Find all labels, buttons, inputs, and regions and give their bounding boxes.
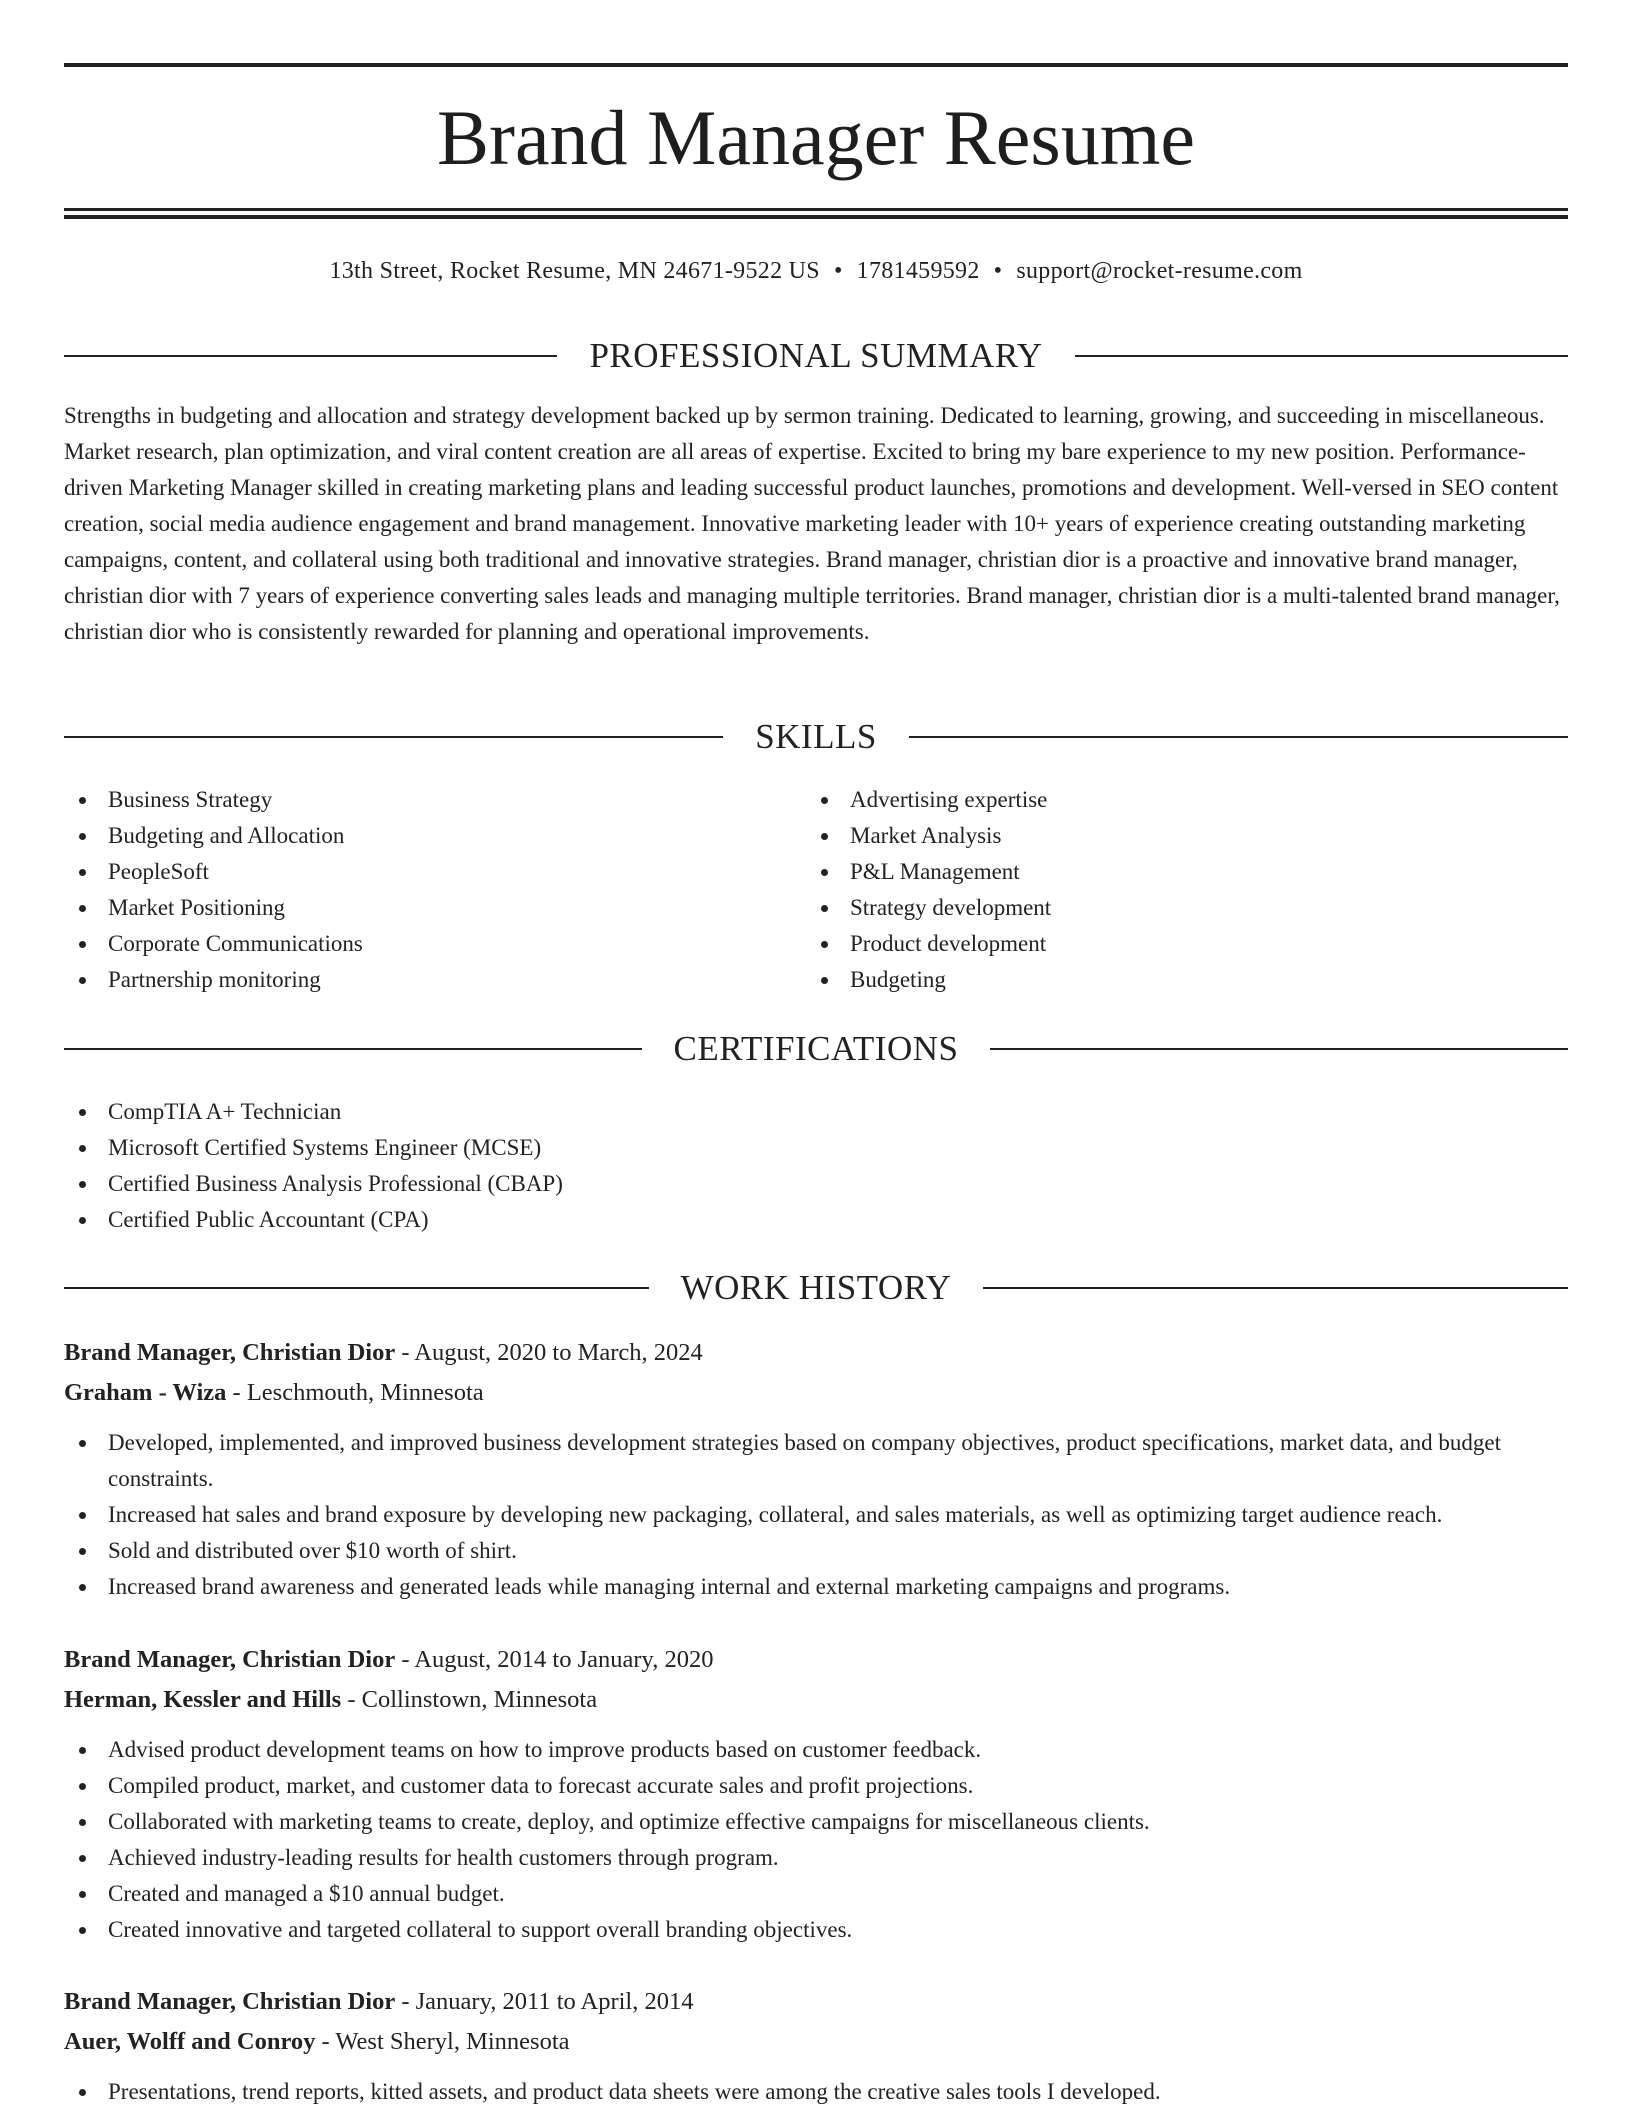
job-company-line <box>64 1680 1568 1720</box>
skill-item: Advertising expertise <box>806 782 1566 818</box>
contact-email: support@rocket-resume.com <box>1016 258 1303 284</box>
skill-item: Business Strategy <box>64 782 804 818</box>
job-company: Auer, Wolff and Conroy <box>64 2028 316 2055</box>
job-title: Brand Manager, Christian Dior <box>64 1339 396 1366</box>
skill-item: Product development <box>806 926 1566 962</box>
skill-item: Corporate Communications <box>64 926 804 962</box>
job-duty-item: Achieved industry-leading results for health customers through program. <box>64 1840 1568 1876</box>
job-entry <box>64 1982 1568 2110</box>
job-duty-item: Collaborated with marketing teams to create, deploy, and optimize effective campaigns for miscellaneous clients. <box>64 1804 1568 1840</box>
heading-rule-left <box>64 355 557 357</box>
section-title-summary: PROFESSIONAL SUMMARY <box>589 336 1043 375</box>
contact-phone: 1781459592 <box>856 258 980 284</box>
heading-rule-right <box>1075 355 1568 357</box>
title-rule-upper <box>64 208 1568 211</box>
skills-column-left <box>64 782 804 998</box>
job-company: Herman, Kessler and Hills <box>64 1686 342 1713</box>
job-duty-item: Increased hat sales and brand exposure by developing new packaging, collateral, and sales materials, as well as optimizing target audience reach. <box>64 1497 1568 1533</box>
contact-separator: • <box>833 258 843 284</box>
heading-rule-left <box>64 1048 642 1050</box>
contact-separator: • <box>993 258 1003 284</box>
heading-rule-left <box>64 736 723 738</box>
heading-rule-right <box>983 1287 1568 1289</box>
job-company-line <box>64 1373 1568 1413</box>
job-duty-item: Created and managed a $10 annual budget. <box>64 1876 1568 1912</box>
section-heading-certifications <box>64 1027 1568 1071</box>
certification-item: Certified Public Accountant (CPA) <box>64 1202 1568 1238</box>
resume-title: Brand Manager Resume <box>436 94 1196 181</box>
job-company: Graham - Wiza <box>64 1379 227 1406</box>
job-duties-list <box>64 1425 1568 1605</box>
section-heading-work-history <box>64 1266 1568 1310</box>
job-location: - West Sheryl, Minnesota <box>315 2028 570 2055</box>
job-title: Brand Manager, Christian Dior <box>64 1988 396 2015</box>
skill-item: P&L Management <box>806 854 1566 890</box>
skills-list-left <box>64 782 804 998</box>
skill-item: Budgeting and Allocation <box>64 818 804 854</box>
job-duties-list <box>64 2074 1568 2110</box>
heading-rule-left <box>64 1287 649 1289</box>
job-location: - Collinstown, Minnesota <box>341 1686 598 1713</box>
job-company-line <box>64 2022 1568 2062</box>
job-dates: - January, 2011 to April, 2014 <box>395 1988 694 2015</box>
section-heading-skills <box>64 715 1568 759</box>
job-entry <box>64 1640 1568 1948</box>
top-rule <box>64 63 1568 67</box>
job-title: Brand Manager, Christian Dior <box>64 1646 396 1673</box>
certification-item: Certified Business Analysis Professional (CBAP) <box>64 1166 1568 1202</box>
certification-item: Microsoft Certified Systems Engineer (MCSE) <box>64 1130 1568 1166</box>
skill-item: Budgeting <box>806 962 1566 998</box>
contact-line <box>64 254 1568 288</box>
job-location: - Leschmouth, Minnesota <box>226 1379 484 1406</box>
job-dates: - August, 2014 to January, 2020 <box>395 1646 714 1673</box>
skill-item: Strategy development <box>806 890 1566 926</box>
job-title-line <box>64 1982 1568 2022</box>
certifications-list-container <box>64 1094 1568 1238</box>
skill-item: PeopleSoft <box>64 854 804 890</box>
job-entry <box>64 1333 1568 1605</box>
title-rule-lower <box>64 215 1568 219</box>
section-title-work-history: WORK HISTORY <box>680 1268 952 1307</box>
job-duty-item: Created innovative and targeted collateral to support overall branding objectives. <box>64 1912 1568 1948</box>
certification-item: CompTIA A+ Technician <box>64 1094 1568 1130</box>
job-duty-item: Sold and distributed over $10 worth of shirt. <box>64 1533 1568 1569</box>
job-dates: - August, 2020 to March, 2024 <box>395 1339 703 1366</box>
job-duty-item: Advised product development teams on how to improve products based on customer feedback. <box>64 1732 1568 1768</box>
summary-text: Strengths in budgeting and allocation and strategy development backed up by sermon training. Dedicated to learning, growing, and succeeding in miscellaneous. Market research, plan optimization, and viral content creation are all areas of expertise. Excited to bring my bare experience to my new position. Performance-driven Marketing Manager skilled in creating marketing plans and leading successful product launches, promotions and development. Well-versed in SEO content creation, social media audience engagement and brand management. Innovative marketing leader with 10+ years of experience creating outstanding marketing campaigns, content, and collateral using both traditional and innovative strategies. Brand manager, christian dior is a proactive and innovative brand manager, christian dior with 7 years of experience converting sales leads and managing multiple territories. Brand manager, christian dior is a multi-talented brand manager, christian dior who is consistently rewarded for planning and operational improvements. <box>64 403 1560 644</box>
job-duty-item: Compiled product, market, and customer data to forecast accurate sales and profit projections. <box>64 1768 1568 1804</box>
job-duty-item: Increased brand awareness and generated leads while managing internal and external marketing campaigns and programs. <box>64 1569 1568 1605</box>
skills-list-right <box>806 782 1566 998</box>
skill-item: Market Analysis <box>806 818 1566 854</box>
certifications-list <box>64 1094 1568 1238</box>
contact-address: 13th Street, Rocket Resume, MN 24671-9522 US <box>329 258 820 284</box>
section-title-certifications: CERTIFICATIONS <box>673 1029 959 1068</box>
job-title-line <box>64 1333 1568 1373</box>
job-duty-item: Presentations, trend reports, kitted assets, and product data sheets were among the creative sales tools I developed. <box>64 2074 1568 2110</box>
job-duties-list <box>64 1732 1568 1948</box>
skills-column-right <box>806 782 1566 998</box>
skill-item: Market Positioning <box>64 890 804 926</box>
heading-rule-right <box>909 736 1568 738</box>
section-title-skills: SKILLS <box>755 717 877 756</box>
heading-rule-right <box>990 1048 1568 1050</box>
job-title-line <box>64 1640 1568 1680</box>
job-duty-item: Developed, implemented, and improved business development strategies based on company objectives, product specifications, market data, and budget constraints. <box>64 1425 1568 1497</box>
skill-item: Partnership monitoring <box>64 962 804 998</box>
section-heading-summary <box>64 334 1568 378</box>
